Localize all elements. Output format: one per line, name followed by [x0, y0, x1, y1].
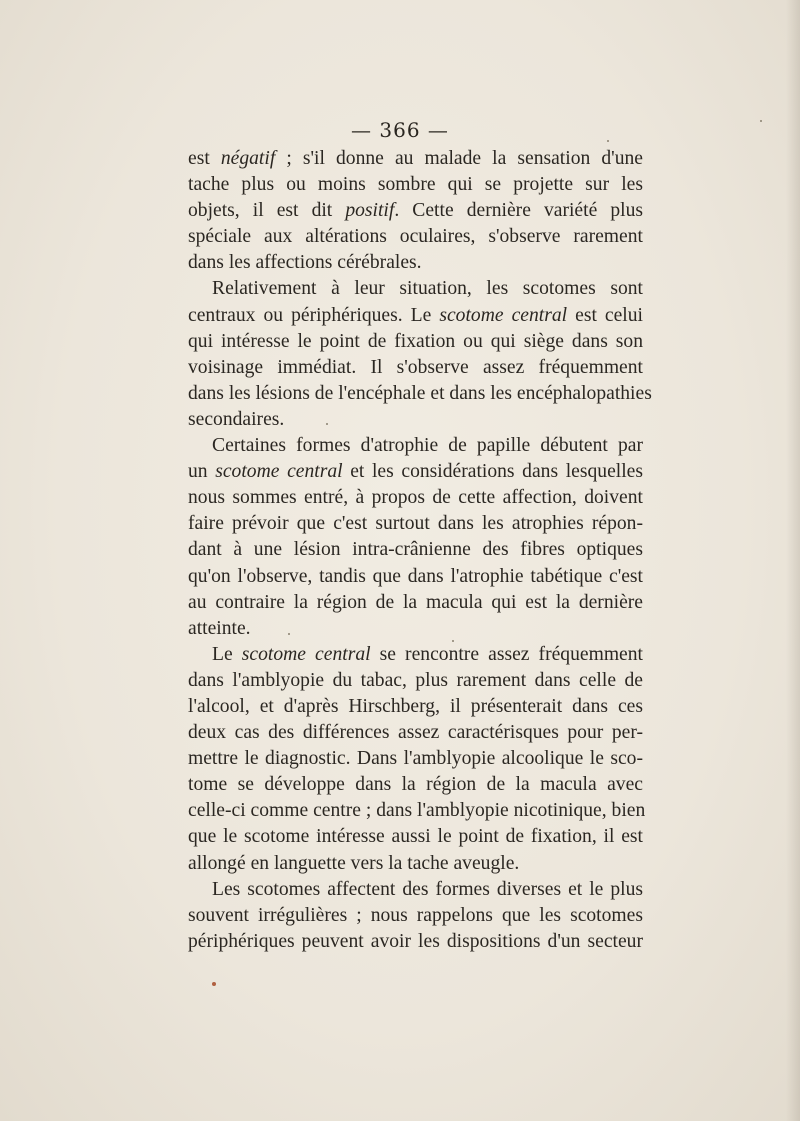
text-line: Le scotome central se rencontre assez fréquemment — [212, 643, 643, 665]
text-line: l'alcool, et d'après Hirschberg, il présenterait dans ces — [188, 695, 643, 717]
text-line: allongé en languette vers la tache aveugle. — [188, 852, 520, 874]
text-line: celle-ci comme centre ; dans l'amblyopie nicotinique, bien — [188, 800, 646, 822]
text-line: dans les affections cérébrales. — [188, 252, 422, 274]
text-line: tache plus ou moins sombre qui se projette sur les — [188, 174, 643, 196]
text-line: au contraire la région de la macula qui est la dernière — [188, 591, 643, 613]
paper-speck — [288, 633, 290, 635]
text-line: tome se développe dans la région de la macula avec — [188, 774, 643, 796]
text-line: nous sommes entré, à propos de cette affection, doivent — [188, 487, 643, 509]
text-line: Certaines formes d'atrophie de papille débutent par — [212, 435, 643, 457]
text-line: voisinage immédiat. Il s'observe assez fréquemment — [188, 356, 643, 378]
text-line: atteinte. — [188, 617, 251, 639]
text-line: un scotome central et les considérations dans lesquelles — [188, 461, 643, 483]
text-line: objets, il est dit positif. Cette dernière variété plus — [188, 200, 643, 222]
paper-speck — [452, 640, 454, 642]
text-line: dans l'amblyopie du tabac, plus rarement dans celle de — [188, 669, 643, 691]
text-line: périphériques peuvent avoir les dispositions d'un secteur — [188, 930, 643, 952]
paper-speck — [760, 120, 762, 122]
text-line: deux cas des différences assez caractérisques pour per- — [188, 722, 643, 744]
text-line: souvent irrégulières ; nous rappelons que les scotomes — [188, 904, 643, 926]
text-line: Relativement à leur situation, les scotomes sont — [212, 278, 643, 300]
text-line: centraux ou périphériques. Le scotome central est celui — [188, 304, 643, 326]
text-line: secondaires. — [188, 408, 285, 430]
paper-speck — [212, 982, 216, 986]
text-line: qu'on l'observe, tandis que dans l'atrophie tabétique c'est — [188, 565, 643, 587]
text-line: est négatif ; s'il donne au malade la sensation d'une — [188, 148, 643, 169]
text-line: spéciale aux altérations oculaires, s'observe rarement — [188, 226, 643, 248]
text-line: qui intéresse le point de fixation ou qui siège dans son — [188, 330, 643, 352]
text-line: mettre le diagnostic. Dans l'amblyopie alcoolique le sco- — [188, 748, 643, 770]
text-line: Les scotomes affectent des formes diverses et le plus — [212, 878, 643, 900]
text-line: faire prévoir que c'est surtout dans les atrophies répon- — [188, 513, 643, 535]
paper-speck — [326, 423, 328, 425]
text-line: que le scotome intéresse aussi le point de fixation, il est — [188, 826, 643, 848]
paper-speck — [607, 140, 609, 142]
text-line: dans les lésions de l'encéphale et dans les encéphalopathies — [188, 382, 652, 404]
page-number: — 366 — — [351, 118, 449, 142]
body-text — [188, 146, 652, 955]
text-line: dant à une lésion intra-crânienne des fibres optiques — [188, 539, 643, 561]
